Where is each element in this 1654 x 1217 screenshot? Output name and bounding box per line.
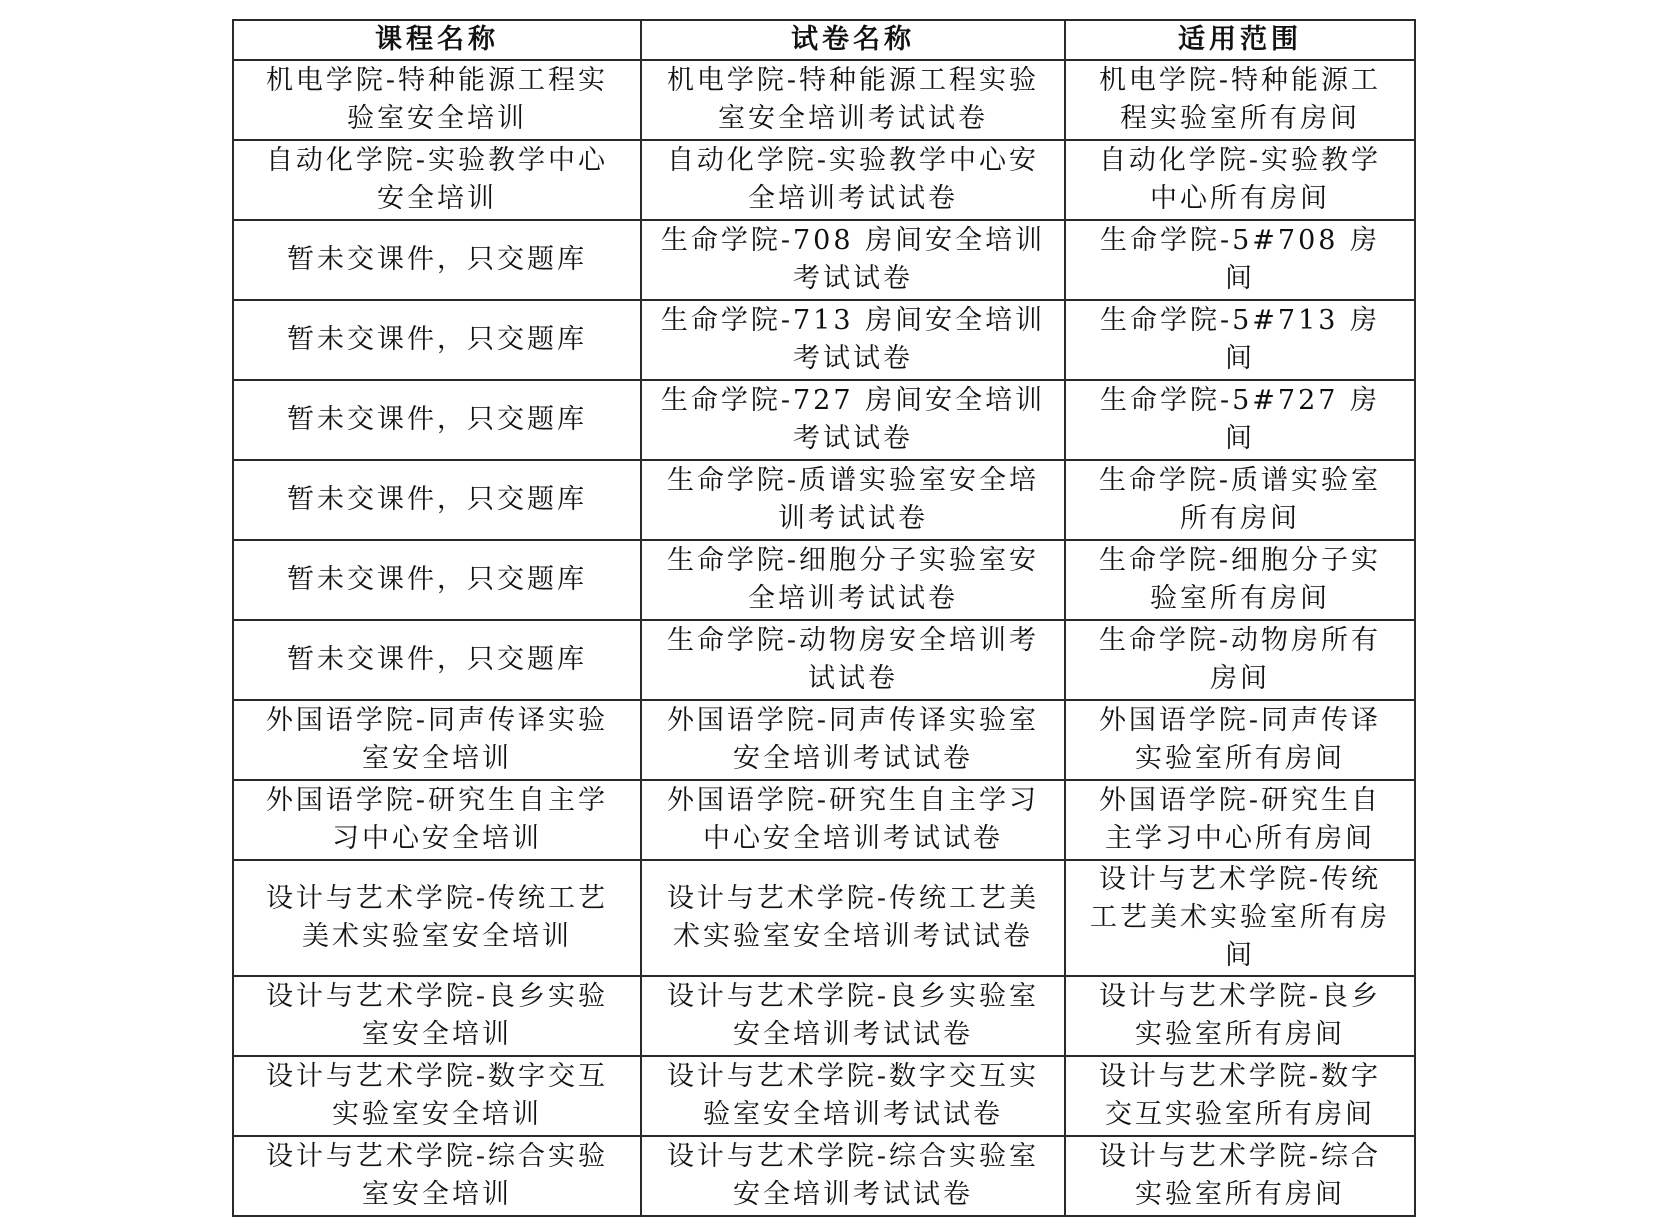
exam-paper-cell: 生命学院-713 房间安全培训考试试卷 — [641, 300, 1065, 380]
exam-paper-cell: 生命学院-动物房安全培训考试试卷 — [641, 620, 1065, 700]
scope-cell: 机电学院-特种能源工程实验室所有房间 — [1065, 60, 1415, 140]
scope-cell: 生命学院-5#713 房间 — [1065, 300, 1415, 380]
table-row — [233, 220, 1415, 300]
table-row — [233, 860, 1415, 976]
course-name-cell: 暂未交课件，只交题库 — [233, 460, 641, 540]
table-row — [233, 380, 1415, 460]
table-row — [233, 60, 1415, 140]
table-row — [233, 140, 1415, 220]
table-row — [233, 300, 1415, 380]
header-row — [233, 20, 1415, 60]
table-header — [233, 20, 1415, 60]
course-name-cell: 外国语学院-同声传译实验室安全培训 — [233, 700, 641, 780]
scope-cell: 设计与艺术学院-传统工艺美术实验室所有房间 — [1065, 860, 1415, 976]
course-name-cell: 设计与艺术学院-良乡实验室安全培训 — [233, 976, 641, 1056]
exam-paper-cell: 外国语学院-研究生自主学习中心安全培训考试试卷 — [641, 780, 1065, 860]
course-name-cell: 设计与艺术学院-数字交互实验室安全培训 — [233, 1056, 641, 1136]
header-exam-paper-name: 试卷名称 — [641, 20, 1065, 60]
exam-paper-cell: 设计与艺术学院-综合实验室安全培训考试试卷 — [641, 1136, 1065, 1216]
table-row — [233, 620, 1415, 700]
exam-paper-cell: 生命学院-708 房间安全培训考试试卷 — [641, 220, 1065, 300]
course-name-cell: 暂未交课件，只交题库 — [233, 220, 641, 300]
table-row — [233, 780, 1415, 860]
scope-cell: 生命学院-质谱实验室所有房间 — [1065, 460, 1415, 540]
exam-paper-cell: 机电学院-特种能源工程实验室安全培训考试试卷 — [641, 60, 1065, 140]
exam-paper-cell: 设计与艺术学院-传统工艺美术实验室安全培训考试试卷 — [641, 860, 1065, 976]
scope-cell: 外国语学院-研究生自主学习中心所有房间 — [1065, 780, 1415, 860]
exam-paper-cell: 生命学院-细胞分子实验室安全培训考试试卷 — [641, 540, 1065, 620]
exam-paper-cell: 设计与艺术学院-良乡实验室安全培训考试试卷 — [641, 976, 1065, 1056]
scope-cell: 外国语学院-同声传译实验室所有房间 — [1065, 700, 1415, 780]
course-name-cell: 自动化学院-实验教学中心安全培训 — [233, 140, 641, 220]
table-row — [233, 540, 1415, 620]
table-row — [233, 1136, 1415, 1216]
course-name-cell: 外国语学院-研究生自主学习中心安全培训 — [233, 780, 641, 860]
scope-cell: 生命学院-5#727 房间 — [1065, 380, 1415, 460]
exam-paper-cell: 外国语学院-同声传译实验室安全培训考试试卷 — [641, 700, 1065, 780]
exam-paper-cell: 设计与艺术学院-数字交互实验室安全培训考试试卷 — [641, 1056, 1065, 1136]
scope-cell: 自动化学院-实验教学中心所有房间 — [1065, 140, 1415, 220]
course-name-cell: 暂未交课件，只交题库 — [233, 380, 641, 460]
scope-cell: 设计与艺术学院-数字交互实验室所有房间 — [1065, 1056, 1415, 1136]
table-row — [233, 700, 1415, 780]
scope-cell: 生命学院-动物房所有房间 — [1065, 620, 1415, 700]
scope-cell: 生命学院-5#708 房间 — [1065, 220, 1415, 300]
course-name-cell: 设计与艺术学院-传统工艺美术实验室安全培训 — [233, 860, 641, 976]
table-row — [233, 976, 1415, 1056]
scope-cell: 设计与艺术学院-综合实验室所有房间 — [1065, 1136, 1415, 1216]
course-name-cell: 暂未交课件，只交题库 — [233, 540, 641, 620]
header-applicable-scope: 适用范围 — [1065, 20, 1415, 60]
header-course-name: 课程名称 — [233, 20, 641, 60]
scope-cell: 设计与艺术学院-良乡实验室所有房间 — [1065, 976, 1415, 1056]
course-name-cell: 暂未交课件，只交题库 — [233, 620, 641, 700]
course-name-cell: 设计与艺术学院-综合实验室安全培训 — [233, 1136, 641, 1216]
course-name-cell: 暂未交课件，只交题库 — [233, 300, 641, 380]
table-body — [233, 60, 1415, 1216]
exam-paper-cell: 自动化学院-实验教学中心安全培训考试试卷 — [641, 140, 1065, 220]
training-exam-table — [232, 19, 1416, 1217]
exam-paper-cell: 生命学院-质谱实验室安全培训考试试卷 — [641, 460, 1065, 540]
exam-paper-cell: 生命学院-727 房间安全培训考试试卷 — [641, 380, 1065, 460]
course-name-cell: 机电学院-特种能源工程实验室安全培训 — [233, 60, 641, 140]
table-row — [233, 460, 1415, 540]
table-row — [233, 1056, 1415, 1136]
scope-cell: 生命学院-细胞分子实验室所有房间 — [1065, 540, 1415, 620]
